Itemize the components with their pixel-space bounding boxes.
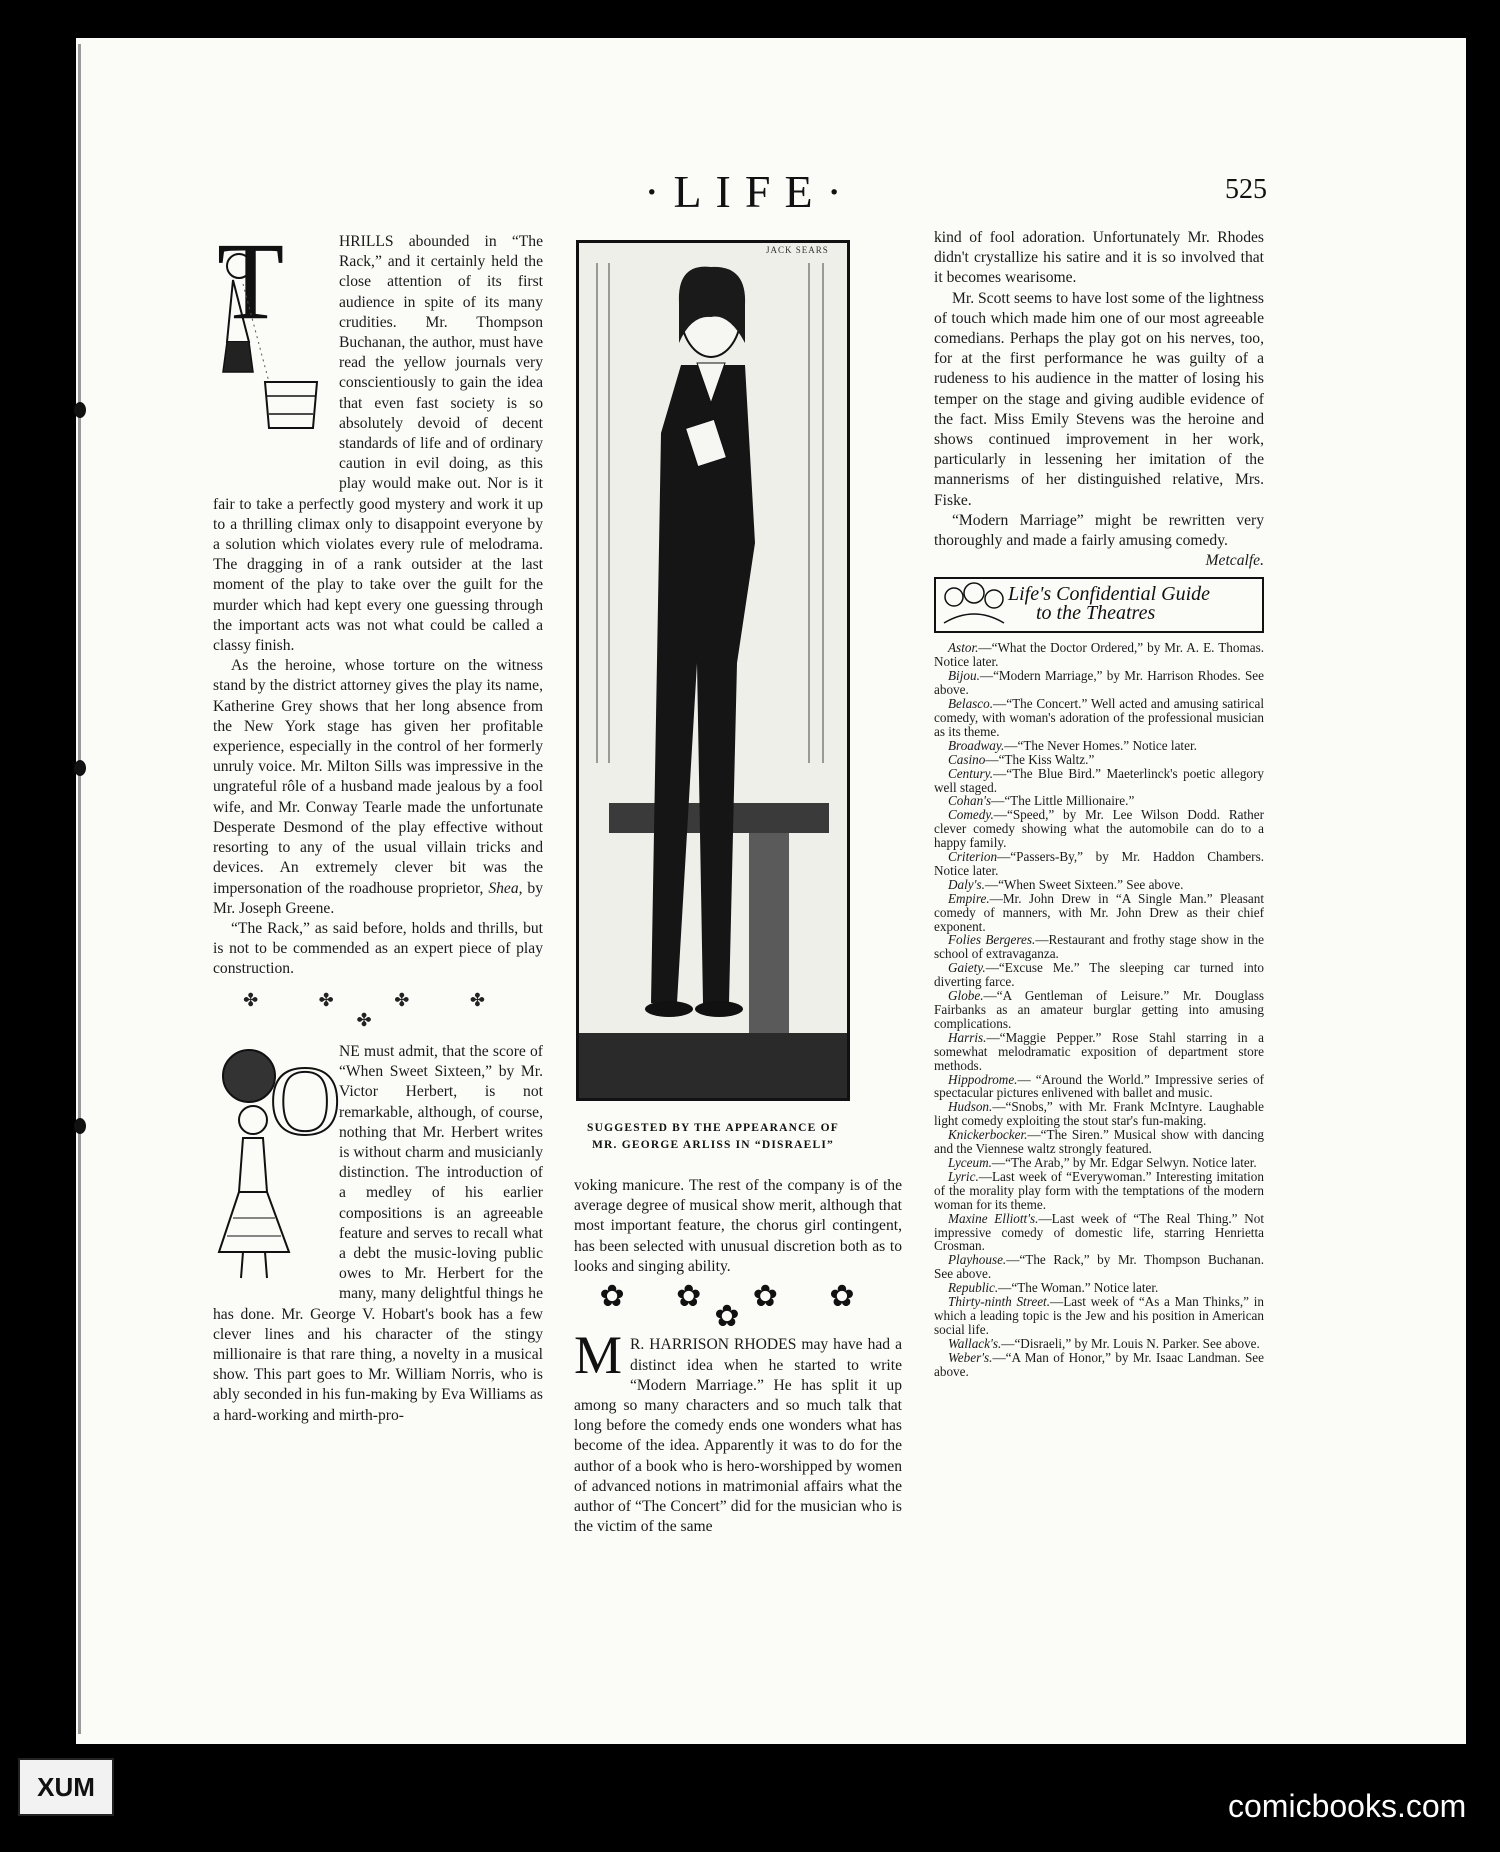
guide-entry: [934, 1295, 1264, 1337]
guide-entry-venue: Weber's.: [948, 1349, 993, 1365]
guide-entry: [934, 1073, 1264, 1101]
review3-paragraph-2: Mr. Scott seems to have lost some of the lightness of touch which made him one of our most agreeable comedians. Perhaps the play got on his nerves, too, for at the first performance he was guilty of a rudeness to his audience in the matter of losing his temper on the stage and giving audible evidence of the fact. Miss Emily Stevens was the heroine and shows continued improvement in her work, particularly in lessening her imitation of the mannerisms of her distinguished relative, Mrs. Fiske.: [934, 289, 1264, 509]
guide-entry: [934, 961, 1264, 989]
guide-entry-text: —“The Woman.” Notice later.: [998, 1280, 1159, 1296]
guide-entry: [934, 1253, 1264, 1281]
caption-line-2: MR. GEORGE ARLISS IN “DISRAELI”: [591, 1139, 834, 1151]
guide-entry-text: —“Snobs,” with Mr. Frank McIntyre. Laughable light comedy exploiting the stout star's fun-making.: [934, 1099, 1264, 1129]
review1-italic-name: Shea,: [488, 879, 523, 897]
guide-entry-text: —“Excuse Me.” The sleeping car turned into diverting farce.: [934, 960, 1264, 990]
guide-title-line-2: to the Theatres: [1036, 602, 1156, 625]
illustration-caption: [576, 1120, 850, 1154]
guide-entry-venue: Knickerbocker.: [948, 1127, 1028, 1143]
guide-entry: [934, 1031, 1264, 1073]
section-ornament-flowers: ✿ ✿ ✿ ✿ ✿: [599, 1280, 877, 1334]
guide-entry-venue: Daly's.: [948, 876, 985, 892]
guide-entry-venue: Hudson.: [948, 1099, 993, 1115]
review1-paragraph-2: As the heroine, whose torture on the witness stand by the district attorney gives the play its name, Katherine Grey shows that her long absence from the New York stage has given her profitable experience, especially in the control of her formerly unruly voice. Mr. Milton Sills was impressive in the ungrateful rôle of a husband made jealous by a fool wife, and Mr. Conway Tearle made the unfortunate Desperate Desmond of the play effective without resorting to any of the usual villain tricks and devices. An extremely clever bit was the impersonation of the roadhouse proprietor,: [213, 657, 543, 897]
guide-entry-venue: Playhouse.: [948, 1252, 1007, 1268]
review3-continued: kind of fool adoration. Unfortunately Mr. Rhodes didn't crystallize his satire and it is so involved that it becomes wearisome.: [934, 229, 1264, 287]
guide-entry-venue: Lyceum.: [948, 1154, 992, 1170]
svg-text:T: T: [217, 220, 285, 342]
guide-entry-text: —“The Concert.” Well acted and amusing satirical comedy, with woman's adoration of the professional musician as its theme.: [934, 696, 1264, 739]
confidential-guide-banner: [934, 577, 1264, 633]
guide-entry: [934, 697, 1264, 739]
middle-column: [574, 1176, 902, 1537]
guide-entry-venue: Belasco.: [948, 696, 994, 712]
guide-entry: [934, 1351, 1264, 1379]
guide-entry-venue: Lyric.: [948, 1168, 979, 1184]
guide-entry: [934, 989, 1264, 1031]
guide-entry-venue: Cohan's: [948, 793, 992, 809]
binding-hole: [74, 760, 86, 776]
guide-entry: [934, 1100, 1264, 1128]
review3-dropcap: M: [574, 1325, 623, 1386]
review-signature: Metcalfe.: [1205, 552, 1264, 570]
guide-entry-text: —“Modern Marriage,” by Mr. Harrison Rhodes. See above.: [934, 668, 1264, 698]
guide-entry: [934, 739, 1264, 753]
guide-entry-venue: Hippodrome.: [948, 1071, 1018, 1087]
caption-line-1: SUGGESTED BY THE APPEARANCE OF: [587, 1122, 839, 1134]
guide-entry-text: —Restaurant and frothy stage show in the school of extravaganza.: [934, 932, 1264, 962]
guide-entry-venue: Casino: [948, 751, 986, 767]
guide-entry-venue: Century.: [948, 765, 994, 781]
guide-entry-text: —“Maggie Pepper.” Rose Stahl starring in a somewhat melodramatic exposition of department store methods.: [934, 1029, 1264, 1073]
disraeli-illustration: [576, 240, 850, 1101]
review3-paragraph-3: “Modern Marriage” might be rewritten very thoroughly and made a fairly amusing comedy.: [934, 511, 1264, 550]
guide-entry-text: —“Disraeli,” by Mr. Louis N. Parker. See above.: [1001, 1335, 1260, 1351]
guide-entry-text: — “Around the World.” Impressive series of spectacular pictures enlivened with ballet and music.: [934, 1071, 1264, 1101]
guide-entry-text: —“Speed,” by Mr. Lee Wilson Dodd. Rather clever comedy showing what the automobile can do to a happy family.: [934, 807, 1264, 851]
guide-entry-venue: Republic.: [948, 1280, 999, 1296]
guide-entry-venue: Gaiety.: [948, 960, 986, 976]
guide-entry: [934, 1212, 1264, 1254]
guide-entry-text: —Last week of “As a Man Thinks,” in which a leading topic is the Jew and his position in American social life.: [934, 1294, 1264, 1337]
left-column: [213, 220, 543, 1426]
section-ornament: ✤ ✤ ✤ ✤ ✤: [243, 989, 513, 1030]
guide-entry: [934, 933, 1264, 961]
right-column: [934, 228, 1264, 1378]
guide-entry-venue: Comedy.: [948, 807, 994, 823]
dropcap-illustration-girl-crying: [213, 220, 331, 490]
review2-lead: NE must admit, that the score of “When Sweet Sixteen,” by Mr. Victor Herbert, is not remarkable, although, of course, nothing that Mr. Herbert writes is without charm and musicianly distinction. The introduction of a medley of his earlier compositions is an agreeable feature and serves to recall what a debt the music-loving public owes to Mr. Herbert for the many, many delightful things he has done. Mr. George V. Hobart's book has a few clever lines and his character of the stingy millionaire is that rare thing, a novelty in a musical show. This part goes to Mr. William Norris, who is ably seconded in his fun-making by Eva Williams as a hard-working and mirth-pro-: [213, 1042, 543, 1424]
review1-paragraph-2-end: by Mr. Joseph Greene.: [213, 879, 543, 917]
guide-entry-venue: Broadway.: [948, 737, 1005, 753]
review2-continued: voking manicure. The rest of the company is of the average degree of musical show merit, although that most important feature, the chorus girl contingent, has been selected with unusual discretion both as to looks and singing ability.: [574, 1177, 902, 1275]
guide-entry-venue: Astor.: [948, 640, 979, 656]
guide-entry-text: —“The Siren.” Musical show with dancing and the Viennese waltz strongly featured.: [934, 1127, 1264, 1157]
guide-entry-venue: Criterion: [948, 849, 998, 865]
guide-entry-text: —“The Blue Bird.” Maeterlinck's poetic allegory well staged.: [934, 765, 1264, 795]
review1-lead: HRILLS abounded in “The Rack,” and it certainly held the close attention of its first audience in spite of its many crudities. Mr. Thompson Buchanan, the author, must have read the yellow journals very conscientiously to gain the idea that even fast society is so absolutely devoid of decent standards of life and of ordinary caution in evil doing, as this play would make out. Nor is it fair to take a perfectly good mystery and work it up to a thrilling climax only to disappoint everyone by a solution which violates every rule of melodrama. The dragging in of a rank outsider at the last moment of the play to take over the guilt for the murder which had kept every one guessing through the important acts was not what could be called a classy finish.: [213, 233, 543, 655]
guide-entry: [934, 1170, 1264, 1212]
guide-entry: [934, 808, 1264, 850]
guide-entry-venue: Wallack's.: [948, 1335, 1002, 1351]
guide-entry-text: —“A Man of Honor,” by Mr. Isaac Landman. See above.: [934, 1349, 1264, 1379]
guide-entry-text: —“The Arab,” by Mr. Edgar Selwyn. Notice later.: [991, 1154, 1257, 1170]
guide-entry: [934, 1281, 1264, 1295]
guide-entry: [934, 641, 1264, 669]
guide-entry: [934, 1128, 1264, 1156]
guide-entry-text: —“Passers-By,” by Mr. Haddon Chambers. Notice later.: [934, 849, 1264, 878]
masthead: ·LIFE·: [644, 166, 856, 217]
guide-entry-venue: Bijou.: [948, 668, 980, 684]
review3-lead: R. HARRISON RHODES may have had a distinct idea when he started to write “Modern Marriage.” He has split it up among so many characters and so much talk that long before the comedy ends one wonders what has become of the idea. Apparently it was to do for the author of a book who is hero-worshipped by women of advanced notions in matrimonial affairs what the author of “The Concert” did for the musician who is the victim of the same: [574, 1336, 902, 1536]
guide-entry-text: —“What the Doctor Ordered,” by Mr. A. E. Thomas. Notice later.: [934, 640, 1264, 670]
guide-entry-venue: Folies Bergeres.: [948, 932, 1036, 948]
guide-title-line-1: Life's Confidential Guide: [1008, 583, 1211, 606]
guide-entry-text: —“When Sweet Sixteen.” See above.: [984, 876, 1184, 892]
guide-entry-text: —“The Little Millionaire.”: [991, 793, 1135, 809]
guide-entry-text: —Last week of “Everywoman.” Interesting imitation of the morality play form with the temptations of the modern woman for its theme.: [934, 1168, 1264, 1212]
guide-entry-venue: Thirty-ninth Street.: [948, 1294, 1051, 1310]
guide-entry-text: —“The Kiss Waltz.”: [985, 751, 1095, 767]
guide-entry-text: —“A Gentleman of Leisure.” Mr. Douglass Fairbanks as an amateur burglar getting into amusing complications.: [934, 988, 1264, 1031]
guide-entry: [934, 753, 1264, 767]
svg-text:O: O: [269, 1044, 342, 1156]
guide-entry: [934, 878, 1264, 892]
page-gutter: [78, 44, 81, 1734]
guide-entry: [934, 850, 1264, 878]
dropcap-illustration-girl-dress: [213, 1042, 342, 1292]
artist-signature: JACK SEARS: [766, 245, 829, 255]
archive-tag: XUM: [18, 1758, 114, 1816]
guide-entry-text: —Last week of “The Real Thing.” Not impressive comedy of domestic life, starring Henrietta Crosman.: [934, 1210, 1264, 1254]
guide-entry: [934, 669, 1264, 697]
page-number: 525: [1225, 174, 1267, 205]
site-watermark: comicbooks.com: [1228, 1788, 1467, 1824]
guide-entry-venue: Empire.: [948, 890, 990, 906]
guide-entry-text: —“The Rack,” by Mr. Thompson Buchanan. See above.: [934, 1252, 1264, 1282]
guide-entry-venue: Maxine Elliott's.: [948, 1210, 1039, 1226]
guide-entry: [934, 767, 1264, 795]
guide-entry-venue: Globe.: [948, 988, 984, 1004]
guide-entry-venue: Harris.: [948, 1029, 987, 1045]
guide-entry: [934, 794, 1264, 808]
guide-title: [1008, 585, 1210, 623]
binding-hole: [74, 402, 86, 418]
guide-entry-text: —“The Never Homes.” Notice later.: [1004, 737, 1197, 753]
theatre-guide-list: [934, 641, 1264, 1378]
guide-entry: [934, 1156, 1264, 1170]
guide-entry: [934, 1337, 1264, 1351]
binding-hole: [74, 1118, 86, 1134]
guide-entry-text: —Mr. John Drew in “A Single Man.” Pleasant comedy of manners, with Mr. John Drew as their chief exponent.: [934, 890, 1264, 934]
review1-paragraph-3: “The Rack,” as said before, holds and thrills, but is not to be commended as an expert piece of play construction.: [213, 919, 543, 978]
banner-faces-icon: [938, 579, 1008, 629]
guide-entry: [934, 892, 1264, 934]
